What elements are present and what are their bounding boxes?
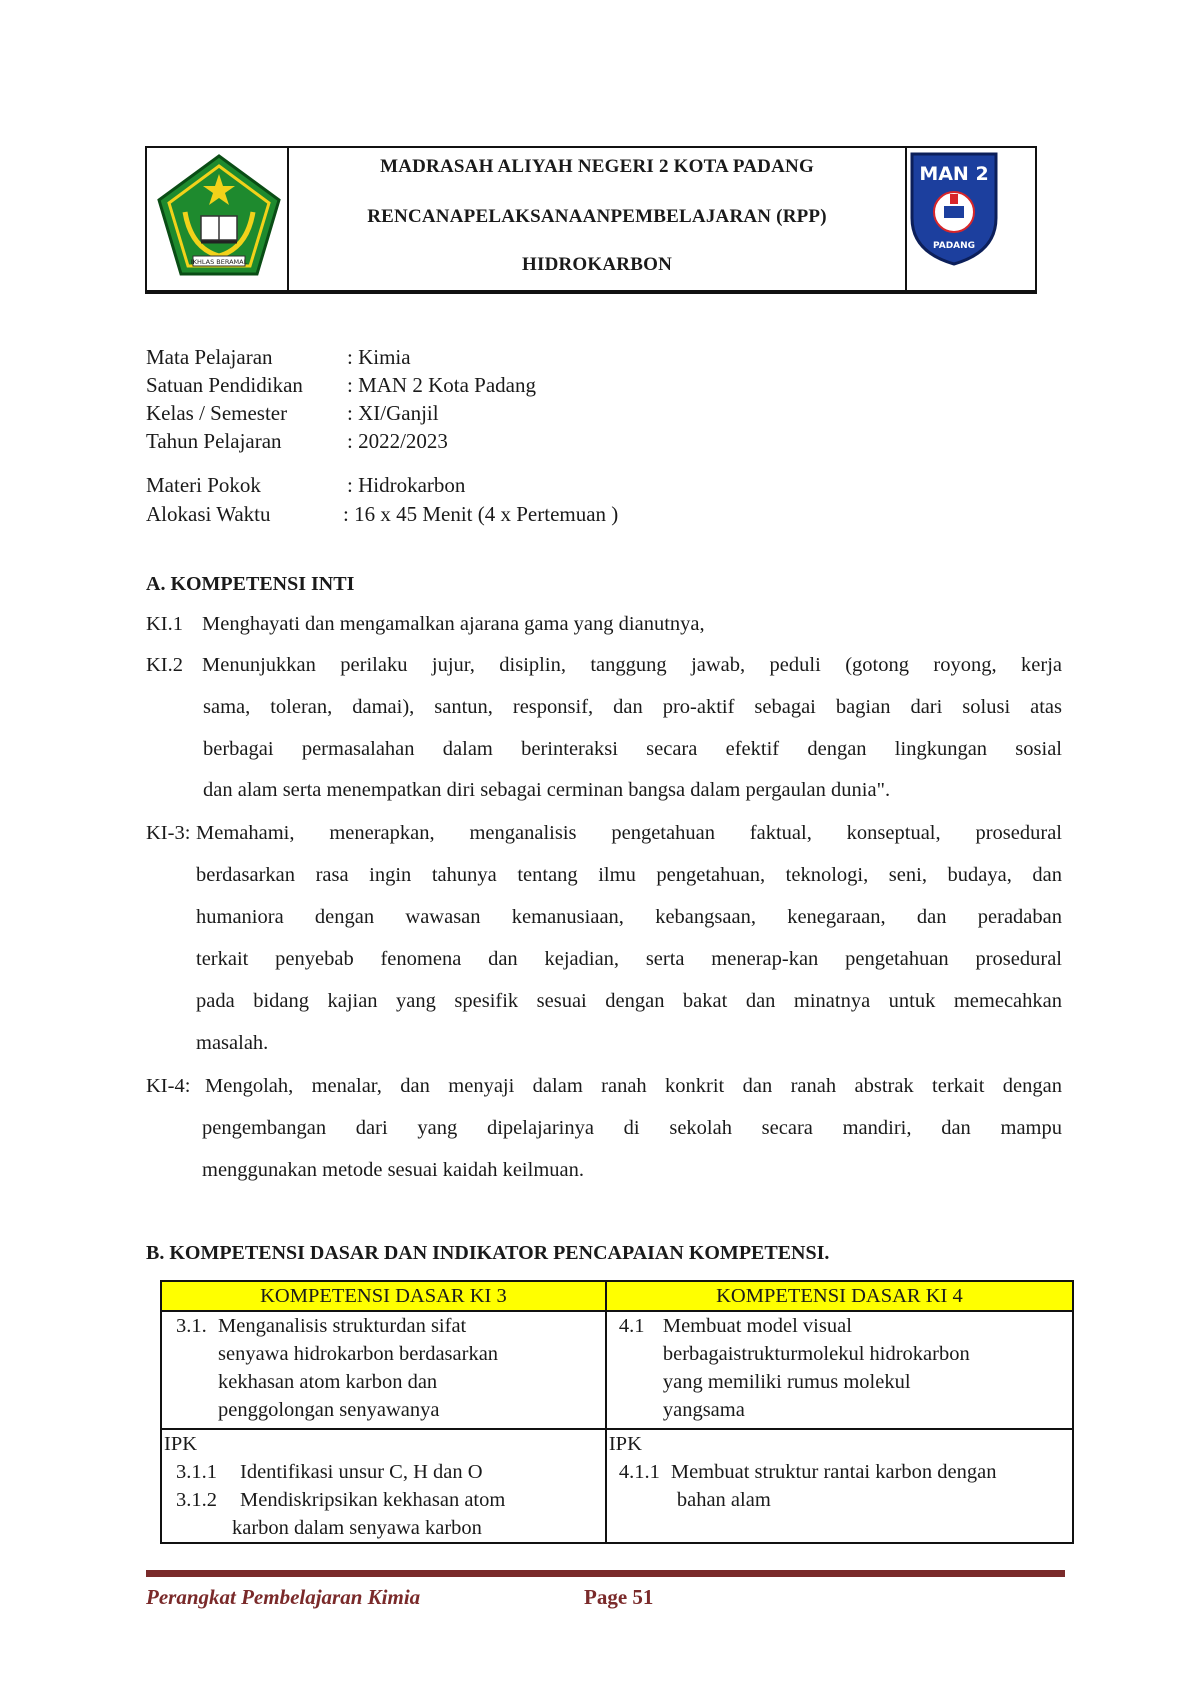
ki2-tag: KI.2 xyxy=(146,654,184,676)
ipk-text-line: karbon dalam senyawa karbon xyxy=(232,1517,482,1539)
ipk-text-line: Membuat struktur rantai karbon dengan xyxy=(670,1461,997,1483)
kd-text-line: Membuat model visual xyxy=(662,1315,852,1337)
document-type: RENCANAPELAKSANAANPEMBELAJARAN (RPP) xyxy=(367,206,827,227)
ki4-line: menggunakan metode sesuai kaidah keilmuan. xyxy=(202,1159,584,1181)
table-row xyxy=(161,1311,1073,1429)
kd-text-line: penggolongan senyawanya xyxy=(218,1399,440,1421)
ipk-number: 4.1.1 xyxy=(618,1461,660,1483)
ipk-text-line: Identifikasi unsur C, H dan O xyxy=(240,1461,483,1483)
ki4-tag: KI-4: xyxy=(146,1075,191,1097)
identity-label: Satuan Pendidikan xyxy=(146,373,303,397)
ipk-number: 3.1.2 xyxy=(176,1489,217,1511)
ki3-tag: KI-3: xyxy=(146,822,191,844)
section-b-title: B. KOMPETENSI DASAR DAN INDIKATOR PENCAPAIAN KOMPETENSI. xyxy=(146,1242,830,1264)
ipk-number: 3.1.1 xyxy=(176,1461,217,1483)
footer-rule xyxy=(146,1570,1065,1577)
svg-text:IKHLAS BERAMAL: IKHLAS BERAMAL xyxy=(190,258,248,266)
ki1-tag: KI.1 xyxy=(146,613,184,635)
ki1-line: Menghayati dan mengamalkan ajarana gama yang dianutnya, xyxy=(202,613,705,635)
kd-text-line: yang memiliki rumus molekul xyxy=(662,1371,911,1393)
kd-text-line: senyawa hidrokarbon berdasarkan xyxy=(218,1343,499,1365)
ki3-line: berdasarkan rasa ingin tahunya tentang ilmu pengetahuan, teknologi, seni, budaya, dan xyxy=(196,864,1062,886)
identity-label: Tahun Pelajaran xyxy=(146,429,282,453)
ipk-label: IPK xyxy=(608,1433,642,1455)
identity-value: : Hidrokarbon xyxy=(347,473,466,497)
identity-label: Kelas / Semester xyxy=(146,401,288,425)
table-header-ki4: KOMPETENSI DASAR KI 4 xyxy=(606,1281,1073,1311)
ki2-line: dan alam serta menempatkan diri sebagai cerminan bangsa dalam pergaulan dunia". xyxy=(203,779,891,801)
table-row xyxy=(161,1429,1073,1543)
ki3-line: masalah. xyxy=(196,1032,269,1054)
ki4-line: pengembangan dari yang dipelajarinya di sekolah secara mandiri, dan mampu xyxy=(202,1117,1062,1139)
ipk-text-line: bahan alam xyxy=(676,1489,771,1511)
school-name: MADRASAH ALIYAH NEGERI 2 KOTA PADANG xyxy=(380,156,814,177)
identity-value: : 2022/2023 xyxy=(347,429,448,453)
svg-text:MAN 2: MAN 2 xyxy=(919,163,989,185)
kemenag-logo xyxy=(155,152,283,284)
man2-padang-logo xyxy=(906,148,1002,268)
ipk-text-line: Mendiskripsikan kekhasan atom xyxy=(240,1489,506,1511)
ki3-line: terkait penyebab fenomena dan kejadian, serta menerap-kan pengetahuan prosedural xyxy=(196,948,1062,970)
section-a-title: A. KOMPETENSI INTI xyxy=(146,573,355,595)
page-number: Page 51 xyxy=(584,1585,654,1609)
ipk-ki3-cell xyxy=(161,1429,606,1543)
ki3-line: pada bidang kajian yang spesifik sesuai dengan bakat dan minatnya untuk memecahkan xyxy=(196,990,1062,1012)
ki2-line: sama, toleran, damai), santun, responsif, dan pro-aktif sebagai bagian dari solusi atas xyxy=(203,696,1062,718)
ipk-label: IPK xyxy=(164,1433,198,1455)
ki3-line: Memahami, menerapkan, menganalisis pengetahuan faktual, konseptual, prosedural xyxy=(196,822,1062,844)
kd-text-line: berbagaistrukturmolekul hidrokarbon xyxy=(662,1343,970,1365)
identity-label: Alokasi Waktu xyxy=(146,502,271,526)
kd-number: 3.1. xyxy=(176,1315,207,1337)
identity-label: Materi Pokok xyxy=(146,473,261,497)
kd-text-line: Menganalisis strukturdan sifat xyxy=(218,1315,467,1337)
identity-value: : XI/Ganjil xyxy=(347,401,439,425)
identity-value: : 16 x 45 Menit (4 x Pertemuan ) xyxy=(343,502,619,526)
identity-value: : MAN 2 Kota Padang xyxy=(347,373,536,397)
svg-text:PADANG: PADANG xyxy=(932,241,976,251)
footer-title: Perangkat Pembelajaran Kimia xyxy=(146,1585,421,1609)
ipk-ki4-cell xyxy=(606,1429,1073,1543)
ki4-line: Mengolah, menalar, dan menyaji dalam ranah konkrit dan ranah abstrak terkait dengan xyxy=(205,1075,1062,1097)
identity-label: Mata Pelajaran xyxy=(146,345,273,369)
ki2-line: berbagai permasalahan dalam berinteraksi secara efektif dengan lingkungan sosial xyxy=(203,738,1062,760)
kd-table xyxy=(160,1280,1074,1544)
identity-value: : Kimia xyxy=(347,345,411,369)
kd-number: 4.1 xyxy=(618,1315,645,1337)
ki3-line: humaniora dengan wawasan kemanusiaan, kebangsaan, kenegaraan, dan peradaban xyxy=(196,906,1062,928)
table-header-row xyxy=(161,1281,1073,1311)
kd-ki4-cell xyxy=(606,1311,1073,1429)
table-header-ki3: KOMPETENSI DASAR KI 3 xyxy=(161,1281,606,1311)
document-subject: HIDROKARBON xyxy=(522,254,672,275)
kd-ki3-cell xyxy=(161,1311,606,1429)
kd-text-line: yangsama xyxy=(662,1399,745,1421)
ki2-line: Menunjukkan perilaku jujur, disiplin, tanggung jawab, peduli (gotong royong, kerja xyxy=(202,654,1062,676)
kd-text-line: kekhasan atom karbon dan xyxy=(218,1371,438,1393)
